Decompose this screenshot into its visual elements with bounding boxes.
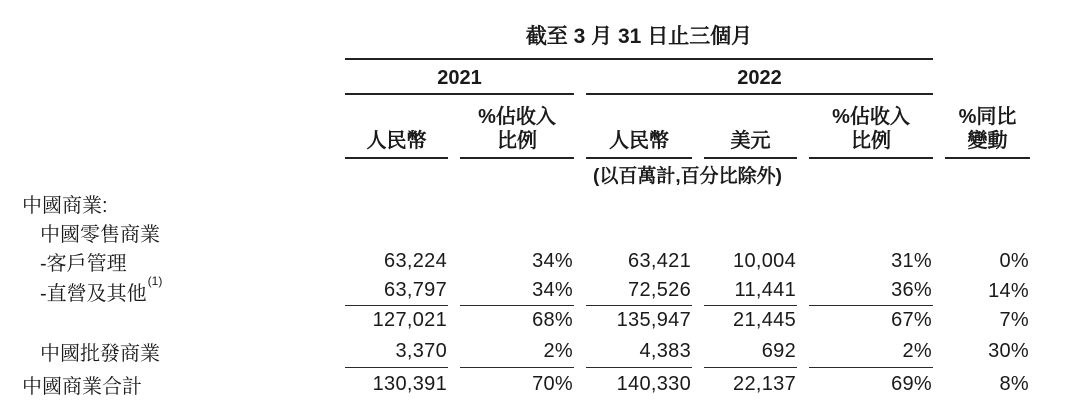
value-cell: 72,526 bbox=[586, 276, 692, 306]
value-cell: 63,797 bbox=[345, 276, 448, 306]
row-label: 中國商業合計 bbox=[22, 375, 142, 398]
value-cell bbox=[345, 218, 448, 247]
value-cell bbox=[345, 189, 448, 218]
col-header-line: 比例 bbox=[851, 130, 891, 152]
col-header-line: %佔收入 bbox=[832, 106, 910, 128]
value-cell: 8% bbox=[999, 372, 1029, 395]
unit-note-row bbox=[12, 159, 1030, 189]
value-cell bbox=[460, 189, 574, 218]
value-cell bbox=[586, 189, 692, 218]
value-cell bbox=[704, 189, 797, 218]
col-header-line: 人民幣 bbox=[366, 130, 427, 152]
year-2022-header: 2022 bbox=[586, 60, 933, 95]
row-label: -客戶管理 bbox=[40, 253, 127, 275]
value-cell: 2% bbox=[460, 335, 574, 368]
value-cell bbox=[586, 218, 692, 247]
value-cell: 0% bbox=[999, 250, 1029, 272]
col-header-line: 變動 bbox=[967, 130, 1008, 152]
col-header-line: %同比 bbox=[958, 106, 1017, 128]
value-cell: 2% bbox=[809, 335, 933, 368]
col-header-usd-2022 bbox=[704, 95, 797, 159]
row-china-wholesale-commerce bbox=[12, 335, 1030, 368]
value-cell: 34% bbox=[460, 276, 574, 306]
row-label: 中國商業: bbox=[22, 195, 108, 217]
value-cell: 14% bbox=[988, 279, 1029, 302]
value-cell: 22,137 bbox=[733, 372, 796, 395]
unit-note-cell bbox=[345, 159, 1030, 189]
col-header-pct-revenue-2021 bbox=[460, 95, 574, 159]
row-label bbox=[12, 306, 333, 335]
value-cell: 68% bbox=[532, 309, 573, 331]
period-header-row bbox=[12, 0, 1030, 60]
year-header-row bbox=[12, 60, 1030, 95]
value-cell: 7% bbox=[999, 309, 1029, 331]
value-cell: 63,421 bbox=[628, 250, 691, 272]
value-cell bbox=[945, 189, 1030, 218]
value-cell: 692 bbox=[704, 335, 797, 368]
col-header-rmb-2021 bbox=[345, 95, 448, 159]
spacer-cell bbox=[12, 159, 333, 189]
row-direct-sales-and-others bbox=[12, 276, 1030, 306]
value-cell bbox=[809, 189, 933, 218]
row-label bbox=[12, 273, 333, 306]
value-cell: 31% bbox=[891, 250, 932, 272]
col-header-line: 人民幣 bbox=[609, 130, 669, 152]
value-cell: 135,947 bbox=[616, 309, 691, 331]
row-label-text: -直營及其他 bbox=[40, 282, 147, 305]
value-cell: 127,021 bbox=[372, 309, 447, 331]
value-cell: 140,330 bbox=[616, 372, 691, 395]
value-cell: 67% bbox=[891, 309, 932, 331]
spacer-cell bbox=[12, 0, 333, 60]
value-cell bbox=[945, 218, 1030, 247]
period-header: 截至 3 月 31 日止三個月 bbox=[345, 0, 933, 60]
value-cell: 21,445 bbox=[733, 309, 796, 331]
row-label: 中國批發商業 bbox=[40, 343, 160, 365]
row-label: 中國零售商業 bbox=[40, 224, 160, 246]
value-cell: 34% bbox=[532, 250, 573, 272]
value-cell bbox=[704, 218, 797, 247]
value-cell: 70% bbox=[532, 372, 573, 395]
value-cell: 63,224 bbox=[384, 250, 447, 272]
col-header-line: %佔收入 bbox=[478, 106, 556, 128]
spacer-cell bbox=[945, 0, 1030, 60]
col-header-pct-revenue-2022 bbox=[809, 95, 933, 159]
col-header-rmb-2022 bbox=[586, 95, 692, 159]
column-header-row bbox=[12, 95, 1030, 159]
value-cell: 30% bbox=[988, 340, 1029, 362]
value-cell: 69% bbox=[891, 372, 932, 395]
value-cell bbox=[809, 218, 933, 247]
year-2021-header: 2021 bbox=[345, 60, 574, 95]
spacer-cell bbox=[945, 60, 1030, 95]
col-header-line: 美元 bbox=[730, 130, 771, 152]
spacer-cell bbox=[12, 95, 333, 159]
row-china-retail-subtotal bbox=[12, 306, 1030, 335]
value-cell: 130,391 bbox=[372, 372, 447, 395]
unit-note: (以百萬計,百分比除外) bbox=[593, 165, 782, 187]
value-cell: 3,370 bbox=[345, 335, 448, 368]
value-cell: 4,383 bbox=[586, 335, 692, 368]
col-header-line: 比例 bbox=[497, 130, 537, 152]
col-header-yoy-change bbox=[945, 95, 1030, 159]
row-china-retail-commerce bbox=[12, 218, 1030, 247]
value-cell: 11,441 bbox=[704, 276, 797, 306]
value-cell: 36% bbox=[809, 276, 933, 306]
value-cell: 10,004 bbox=[733, 250, 796, 272]
footnote-marker: (1) bbox=[147, 273, 163, 288]
row-china-commerce-total bbox=[12, 368, 1030, 400]
value-cell bbox=[460, 218, 574, 247]
row-customer-management bbox=[12, 247, 1030, 276]
spacer-cell bbox=[12, 60, 333, 95]
row-china-commerce-label bbox=[12, 189, 1030, 218]
